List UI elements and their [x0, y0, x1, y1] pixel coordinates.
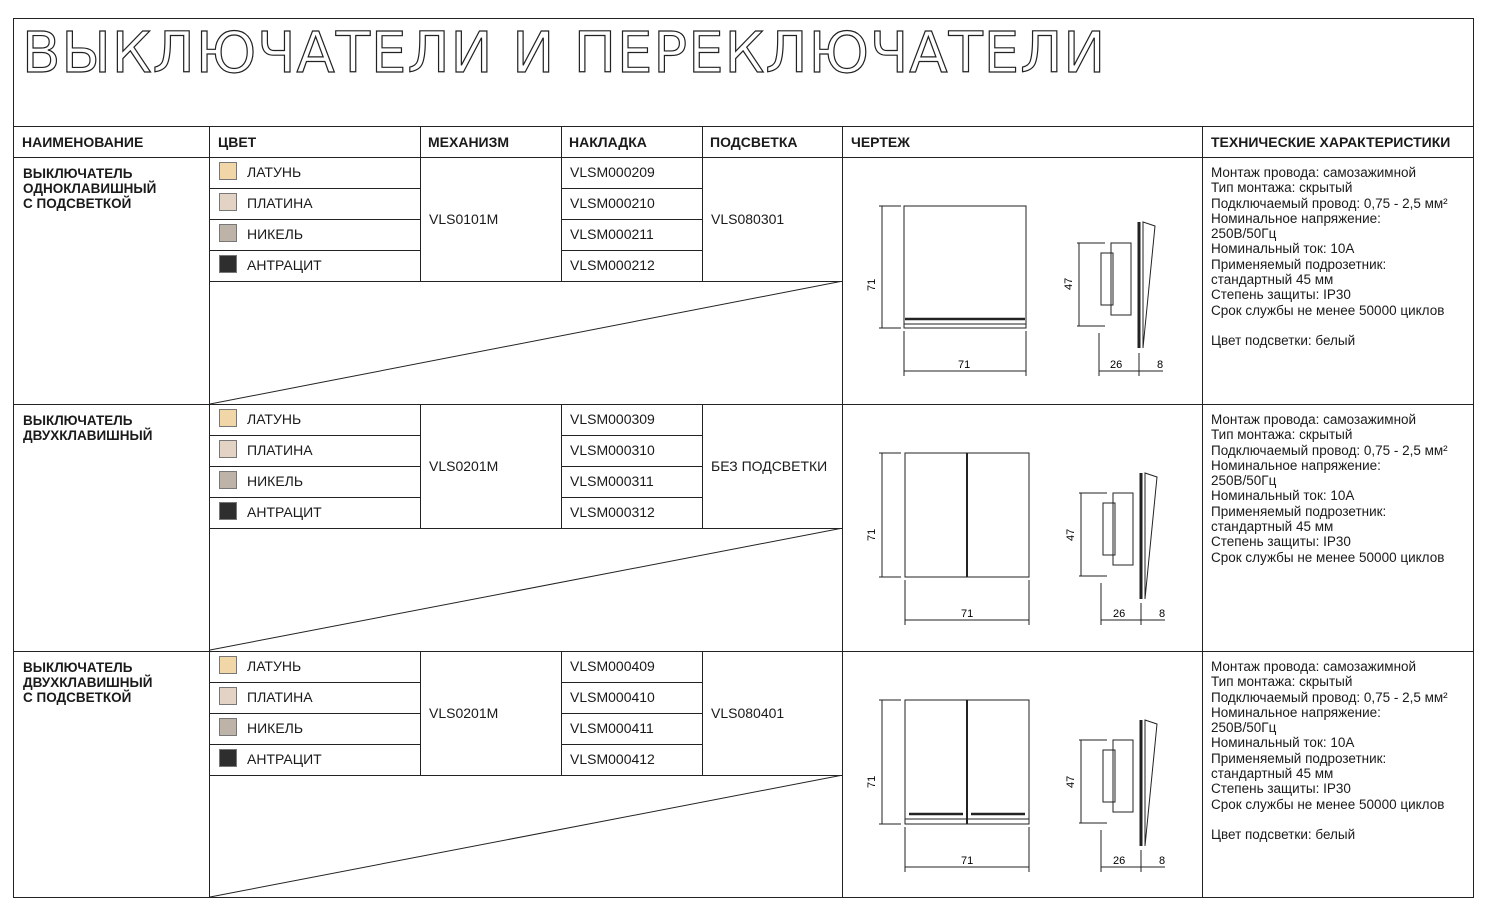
- color-swatch: [219, 718, 237, 736]
- color-option: ПЛАТИНА: [210, 682, 313, 713]
- header-name: НАИМЕНОВАНИЕ: [22, 134, 144, 150]
- header-cover: НАКЛАДКА: [569, 134, 647, 150]
- color-swatch: [219, 162, 237, 180]
- header-backlight: ПОДСВЕТКА: [710, 134, 798, 150]
- dim-depth-height: 47: [1065, 775, 1077, 788]
- color-option: АНТРАЦИТ: [210, 744, 322, 775]
- color-swatch: [219, 255, 237, 273]
- cover-code: VLSM000310: [570, 442, 655, 458]
- col-divider: [561, 126, 562, 157]
- backlight-code: БЕЗ ПОДСВЕТКИ: [711, 458, 828, 474]
- cover-code: VLSM000409: [570, 658, 655, 674]
- color-swatch: [219, 687, 237, 705]
- cover-code: VLSM000211: [570, 226, 654, 242]
- dim-width: 71: [961, 608, 974, 620]
- col-divider: [702, 126, 703, 157]
- dim-height: 71: [866, 775, 878, 788]
- product-name: ВЫКЛЮЧАТЕЛЬ ДВУХКЛАВИШНЫЙ: [23, 413, 153, 443]
- color-swatch: [219, 502, 237, 520]
- specs-list: Монтаж провода: самозажимной Тип монтажа: скрытый Подключаемый провод: 0,75 - 2,5 мм² Номинальное напряжение: 250В/50Гц Номинальный ток: 10А Применяемый подрозетник: стандартный 45 мм Степень защиты: IP30 Срок службы не менее 50000 циклов Цвет подсветки: белый: [1211, 165, 1448, 348]
- drawing-double-key-backlit: [843, 652, 1203, 898]
- color-option: ЛАТУНЬ: [210, 157, 301, 188]
- cover-code: VLSM000209: [570, 164, 655, 180]
- color-option: ЛАТУНЬ: [210, 651, 301, 682]
- dim-thickness: 8: [1159, 855, 1166, 867]
- col-divider: [420, 126, 421, 157]
- dim-width: 71: [958, 359, 971, 371]
- dim-depth-height: 47: [1063, 277, 1075, 290]
- color-option: НИКЕЛЬ: [210, 219, 303, 250]
- mechanism-code: VLS0201M: [429, 458, 499, 474]
- color-option: НИКЕЛЬ: [210, 713, 303, 744]
- dim-thickness: 8: [1159, 608, 1166, 620]
- mechanism-code: VLS0201M: [429, 705, 499, 721]
- backlight-code: VLS080301: [711, 211, 785, 227]
- color-swatch: [219, 440, 237, 458]
- page-title: ВЫКЛЮЧАТЕЛИ И ПЕРЕКЛЮЧАТЕЛИ: [22, 21, 1107, 86]
- color-swatch: [219, 224, 237, 242]
- dim-depth: 26: [1110, 359, 1123, 371]
- color-swatch: [219, 656, 237, 674]
- empty-cell-diagonal: [210, 528, 843, 651]
- cover-code: VLSM000412: [570, 751, 655, 767]
- product-name: ВЫКЛЮЧАТЕЛЬ ДВУХКЛАВИШНЫЙ С ПОДСВЕТКОЙ: [23, 660, 153, 705]
- dim-depth: 26: [1113, 855, 1126, 867]
- color-swatch: [219, 409, 237, 427]
- color-swatch: [219, 193, 237, 211]
- header-specs: ТЕХНИЧЕСКИЕ ХАРАКТЕРИСТИКИ: [1211, 134, 1451, 150]
- drawing-single-key: [843, 158, 1203, 404]
- dim-width: 71: [961, 855, 974, 867]
- empty-cell-diagonal: [210, 775, 843, 898]
- color-option: НИКЕЛЬ: [210, 466, 303, 497]
- cover-code: VLSM000210: [570, 195, 655, 211]
- empty-cell-diagonal: [210, 281, 843, 405]
- color-option: ПЛАТИНА: [210, 435, 313, 466]
- color-option: ПЛАТИНА: [210, 188, 313, 219]
- cover-code: VLSM000411: [570, 720, 654, 736]
- mechanism-code: VLS0101M: [429, 211, 499, 227]
- color-option: ЛАТУНЬ: [210, 404, 301, 435]
- cover-code: VLSM000311: [570, 473, 654, 489]
- cover-code: VLSM000410: [570, 689, 655, 705]
- dim-height: 71: [866, 278, 878, 291]
- drawing-double-key: [843, 405, 1203, 651]
- color-swatch: [219, 749, 237, 767]
- catalog-table: [13, 18, 1474, 898]
- dim-thickness: 8: [1157, 359, 1164, 371]
- header-mechanism: МЕХАНИЗМ: [428, 134, 510, 150]
- color-option: АНТРАЦИТ: [210, 250, 322, 281]
- backlight-code: VLS080401: [711, 705, 785, 721]
- specs-list: Монтаж провода: самозажимной Тип монтажа: скрытый Подключаемый провод: 0,75 - 2,5 мм² Номинальное напряжение: 250В/50Гц Номинальный ток: 10А Применяемый подрозетник: стандартный 45 мм Степень защиты: IP30 Срок службы не менее 50000 циклов Цвет подсветки: белый: [1211, 659, 1448, 842]
- header-drawing: ЧЕРТЕЖ: [851, 134, 910, 150]
- product-name: ВЫКЛЮЧАТЕЛЬ ОДНОКЛАВИШНЫЙ С ПОДСВЕТКОЙ: [23, 166, 157, 211]
- dim-height: 71: [866, 528, 878, 541]
- dim-depth-height: 47: [1065, 528, 1077, 541]
- cover-code: VLSM000309: [570, 411, 655, 427]
- header-color: ЦВЕТ: [218, 134, 257, 150]
- cover-code: VLSM000212: [570, 257, 655, 273]
- dim-depth: 26: [1113, 608, 1126, 620]
- cover-code: VLSM000312: [570, 504, 655, 520]
- color-option: АНТРАЦИТ: [210, 497, 322, 528]
- specs-list: Монтаж провода: самозажимной Тип монтажа: скрытый Подключаемый провод: 0,75 - 2,5 мм² Номинальное напряжение: 250В/50Гц Номинальный ток: 10А Применяемый подрозетник: стандартный 45 мм Степень защиты: IP30 Срок службы не менее 50000 циклов: [1211, 412, 1448, 565]
- color-swatch: [219, 471, 237, 489]
